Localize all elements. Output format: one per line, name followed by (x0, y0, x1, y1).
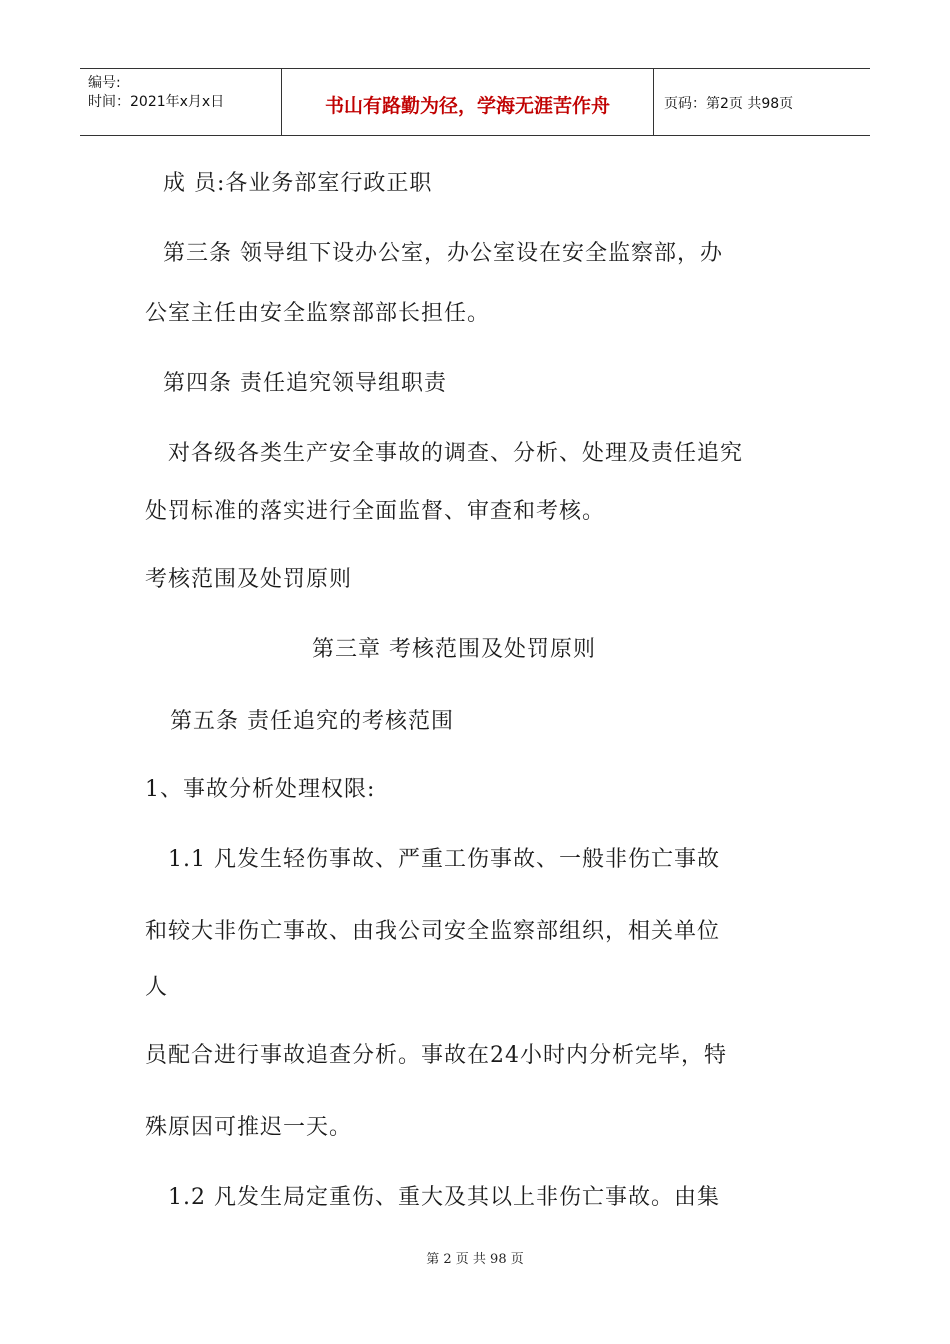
header-motto: 书山有路勤为径，学海无涯苦作舟 (324, 95, 610, 117)
paragraph-item-1-2: 1.2 凡发生局定重伤、重大及其以上非伤亡事故。由集 (168, 1185, 720, 1210)
paragraph-item-1-1-cont-4: 殊原因可推迟一天。 (145, 1115, 353, 1140)
paragraph-item-1-1-cont: 和较大非伤亡事故、由我公司安全监察部组织，相关单位 (145, 919, 721, 944)
paragraph-article-5: 第五条 责任追究的考核范围 (170, 709, 454, 734)
paragraph-members: 成 员:各业务部室行政正职 (163, 171, 433, 196)
header-motto-cell (282, 69, 654, 135)
paragraph-item-1-1: 1.1 凡发生轻伤事故、严重工伤事故、一般非伤亡事故 (168, 847, 720, 872)
paragraph-article-3: 第三条 领导组下设办公室，办公室设在安全监察部，办 (163, 241, 723, 266)
document-number-label: 编号: (88, 75, 121, 91)
page-footer: 第 2 页 共 98 页 (426, 1252, 524, 1267)
header-page-cell (654, 69, 870, 135)
document-date: 时间：2021年x月x日 (88, 94, 225, 110)
paragraph-duties-cont: 处罚标准的落实进行全面监督、审查和考核。 (145, 499, 606, 524)
paragraph-article-3-cont: 公室主任由安全监察部部长担任。 (145, 301, 491, 326)
paragraph-scope-heading: 考核范围及处罚原则 (145, 567, 353, 592)
paragraph-item-1: 1、事故分析处理权限: (145, 777, 376, 802)
paragraph-item-1-1-cont-2: 人 (145, 975, 169, 1000)
paragraph-item-1-1-cont-3: 员配合进行事故追查分析。事故在24小时内分析完毕，特 (145, 1043, 727, 1068)
paragraph-article-4: 第四条 责任追究领导组职责 (163, 371, 447, 396)
header-page-code: 页码：第2页 共98页 (664, 96, 794, 112)
chapter-3-title: 第三章 考核范围及处罚原则 (312, 637, 596, 662)
document-header (80, 68, 870, 136)
header-info-cell (80, 69, 282, 135)
paragraph-duties: 对各级各类生产安全事故的调查、分析、处理及责任追究 (168, 441, 744, 466)
